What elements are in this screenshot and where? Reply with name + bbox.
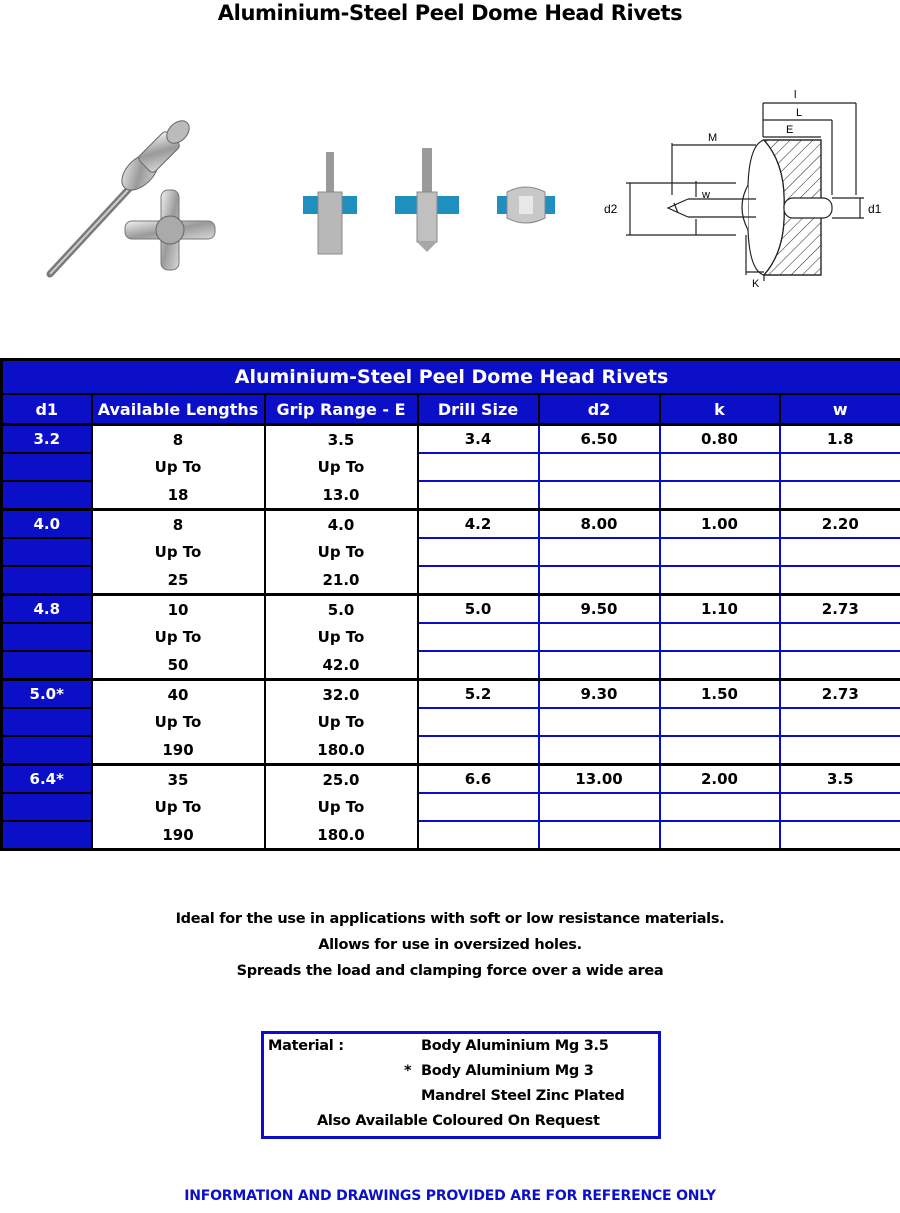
- w-cell: 2.73: [780, 680, 900, 709]
- drill-cell: 3.4: [418, 425, 539, 454]
- label-w: w: [702, 189, 710, 201]
- empty-cell: [418, 538, 539, 566]
- grip-cell: Up To: [265, 453, 418, 481]
- w-cell: 2.73: [780, 595, 900, 624]
- empty-cell: [418, 453, 539, 481]
- material-box: [261, 1031, 661, 1139]
- length-cell: 8: [92, 425, 265, 454]
- grip-cell: Up To: [265, 623, 418, 651]
- empty-cell: [539, 481, 660, 510]
- d1-cell: [2, 651, 92, 680]
- empty-cell: [539, 623, 660, 651]
- spec-table: [0, 358, 900, 851]
- empty-cell: [418, 481, 539, 510]
- table-row: [2, 538, 900, 566]
- grip-cell: 4.0: [265, 510, 418, 539]
- k-cell: 0.80: [660, 425, 780, 454]
- d1-cell: [2, 623, 92, 651]
- empty-cell: [660, 453, 780, 481]
- table-row: [2, 708, 900, 736]
- d1-cell: 6.4*: [2, 765, 92, 794]
- grip-cell: 180.0: [265, 821, 418, 850]
- empty-cell: [539, 793, 660, 821]
- note-line: Ideal for the use in applications with soft or low resistance materials.: [175, 911, 725, 927]
- d2-cell: 6.50: [539, 425, 660, 454]
- empty-cell: [780, 481, 900, 510]
- length-cell: Up To: [92, 623, 265, 651]
- empty-cell: [660, 708, 780, 736]
- grip-cell: 3.5: [265, 425, 418, 454]
- grip-cell: 13.0: [265, 481, 418, 510]
- table-row: [2, 623, 900, 651]
- d2-cell: 8.00: [539, 510, 660, 539]
- d1-cell: [2, 453, 92, 481]
- d1-cell: [2, 481, 92, 510]
- table-row: [2, 595, 900, 624]
- material-line-3: Mandrel Steel Zinc Plated: [421, 1088, 625, 1104]
- header-k: k: [660, 394, 780, 425]
- material-line-1: Body Aluminium Mg 3.5: [421, 1038, 609, 1054]
- header-available-lengths: Available Lengths: [92, 394, 265, 425]
- length-cell: 40: [92, 680, 265, 709]
- empty-cell: [780, 623, 900, 651]
- empty-cell: [418, 821, 539, 850]
- table-row: [2, 481, 900, 510]
- w-cell: 1.8: [780, 425, 900, 454]
- grip-cell: 42.0: [265, 651, 418, 680]
- asterisk-marker: *: [404, 1063, 412, 1079]
- disclaimer-footer: INFORMATION AND DRAWINGS PROVIDED ARE FOR REFERENCE ONLY: [184, 1188, 716, 1204]
- empty-cell: [660, 538, 780, 566]
- empty-cell: [780, 708, 900, 736]
- grip-cell: Up To: [265, 793, 418, 821]
- drill-cell: 4.2: [418, 510, 539, 539]
- length-cell: Up To: [92, 453, 265, 481]
- empty-cell: [780, 651, 900, 680]
- label-E: E: [786, 124, 794, 136]
- header-grip-range: Grip Range - E: [265, 394, 418, 425]
- table-header-row: [2, 394, 900, 425]
- length-cell: Up To: [92, 793, 265, 821]
- length-cell: 8: [92, 510, 265, 539]
- grip-cell: Up To: [265, 708, 418, 736]
- empty-cell: [539, 821, 660, 850]
- material-line-2: Body Aluminium Mg 3: [421, 1063, 594, 1079]
- table-row: [2, 765, 900, 794]
- length-cell: 50: [92, 651, 265, 680]
- label-d2: d2: [604, 202, 618, 216]
- d1-cell: 4.8: [2, 595, 92, 624]
- table-row: [2, 680, 900, 709]
- length-cell: 10: [92, 595, 265, 624]
- length-cell: Up To: [92, 708, 265, 736]
- d1-cell: [2, 538, 92, 566]
- k-cell: 1.10: [660, 595, 780, 624]
- label-l: l: [794, 89, 797, 101]
- rivet-photo: [40, 112, 230, 282]
- grip-cell: 25.0: [265, 765, 418, 794]
- empty-cell: [418, 708, 539, 736]
- empty-cell: [780, 538, 900, 566]
- empty-cell: [660, 793, 780, 821]
- w-cell: 3.5: [780, 765, 900, 794]
- label-M: M: [708, 132, 718, 144]
- empty-cell: [780, 736, 900, 765]
- d1-cell: [2, 821, 92, 850]
- table-row: [2, 736, 900, 765]
- length-cell: Up To: [92, 538, 265, 566]
- empty-cell: [418, 793, 539, 821]
- empty-cell: [780, 566, 900, 595]
- empty-cell: [418, 651, 539, 680]
- length-cell: 25: [92, 566, 265, 595]
- d1-cell: [2, 708, 92, 736]
- k-cell: 1.50: [660, 680, 780, 709]
- table-row: [2, 821, 900, 850]
- length-cell: 18: [92, 481, 265, 510]
- d1-cell: [2, 793, 92, 821]
- material-line-4: Also Available Coloured On Request: [317, 1113, 600, 1129]
- empty-cell: [780, 793, 900, 821]
- grip-cell: 32.0: [265, 680, 418, 709]
- grip-cell: 180.0: [265, 736, 418, 765]
- header-w: w: [780, 394, 900, 425]
- drill-cell: 6.6: [418, 765, 539, 794]
- feature-notes: [0, 906, 900, 984]
- d2-cell: 13.00: [539, 765, 660, 794]
- installation-stages-illustration: [295, 148, 565, 258]
- dimension-drawing: [596, 85, 896, 295]
- table-row: [2, 425, 900, 454]
- d1-cell: 5.0*: [2, 680, 92, 709]
- length-cell: 190: [92, 821, 265, 850]
- label-d1: d1: [868, 202, 882, 216]
- d1-cell: 3.2: [2, 425, 92, 454]
- empty-cell: [539, 566, 660, 595]
- drill-cell: 5.0: [418, 595, 539, 624]
- grip-cell: 5.0: [265, 595, 418, 624]
- header-d2: d2: [539, 394, 660, 425]
- d1-cell: 4.0: [2, 510, 92, 539]
- table-row: [2, 566, 900, 595]
- d1-cell: [2, 736, 92, 765]
- material-label: Material :: [268, 1038, 344, 1054]
- table-row: [2, 453, 900, 481]
- empty-cell: [539, 453, 660, 481]
- empty-cell: [780, 821, 900, 850]
- empty-cell: [418, 736, 539, 765]
- table-row: [2, 651, 900, 680]
- empty-cell: [418, 623, 539, 651]
- k-cell: 2.00: [660, 765, 780, 794]
- empty-cell: [660, 481, 780, 510]
- d2-cell: 9.50: [539, 595, 660, 624]
- empty-cell: [660, 736, 780, 765]
- table-row: [2, 793, 900, 821]
- label-K: K: [752, 278, 760, 290]
- empty-cell: [780, 453, 900, 481]
- empty-cell: [660, 623, 780, 651]
- w-cell: 2.20: [780, 510, 900, 539]
- grip-cell: 21.0: [265, 566, 418, 595]
- table-row: [2, 510, 900, 539]
- grip-cell: Up To: [265, 538, 418, 566]
- length-cell: 190: [92, 736, 265, 765]
- empty-cell: [660, 651, 780, 680]
- empty-cell: [660, 821, 780, 850]
- drill-cell: 5.2: [418, 680, 539, 709]
- page-title: Aluminium-Steel Peel Dome Head Rivets: [217, 1, 683, 25]
- note-line: Spreads the load and clamping force over a wide area: [236, 963, 664, 979]
- d1-cell: [2, 566, 92, 595]
- d2-cell: 9.30: [539, 680, 660, 709]
- empty-cell: [539, 651, 660, 680]
- label-L: L: [796, 107, 803, 119]
- empty-cell: [418, 566, 539, 595]
- empty-cell: [539, 708, 660, 736]
- empty-cell: [539, 538, 660, 566]
- header-d1: d1: [2, 394, 92, 425]
- empty-cell: [660, 566, 780, 595]
- table-caption: Aluminium-Steel Peel Dome Head Rivets: [2, 360, 900, 395]
- empty-cell: [539, 736, 660, 765]
- note-line: Allows for use in oversized holes.: [318, 937, 582, 953]
- k-cell: 1.00: [660, 510, 780, 539]
- header-drill-size: Drill Size: [418, 394, 539, 425]
- length-cell: 35: [92, 765, 265, 794]
